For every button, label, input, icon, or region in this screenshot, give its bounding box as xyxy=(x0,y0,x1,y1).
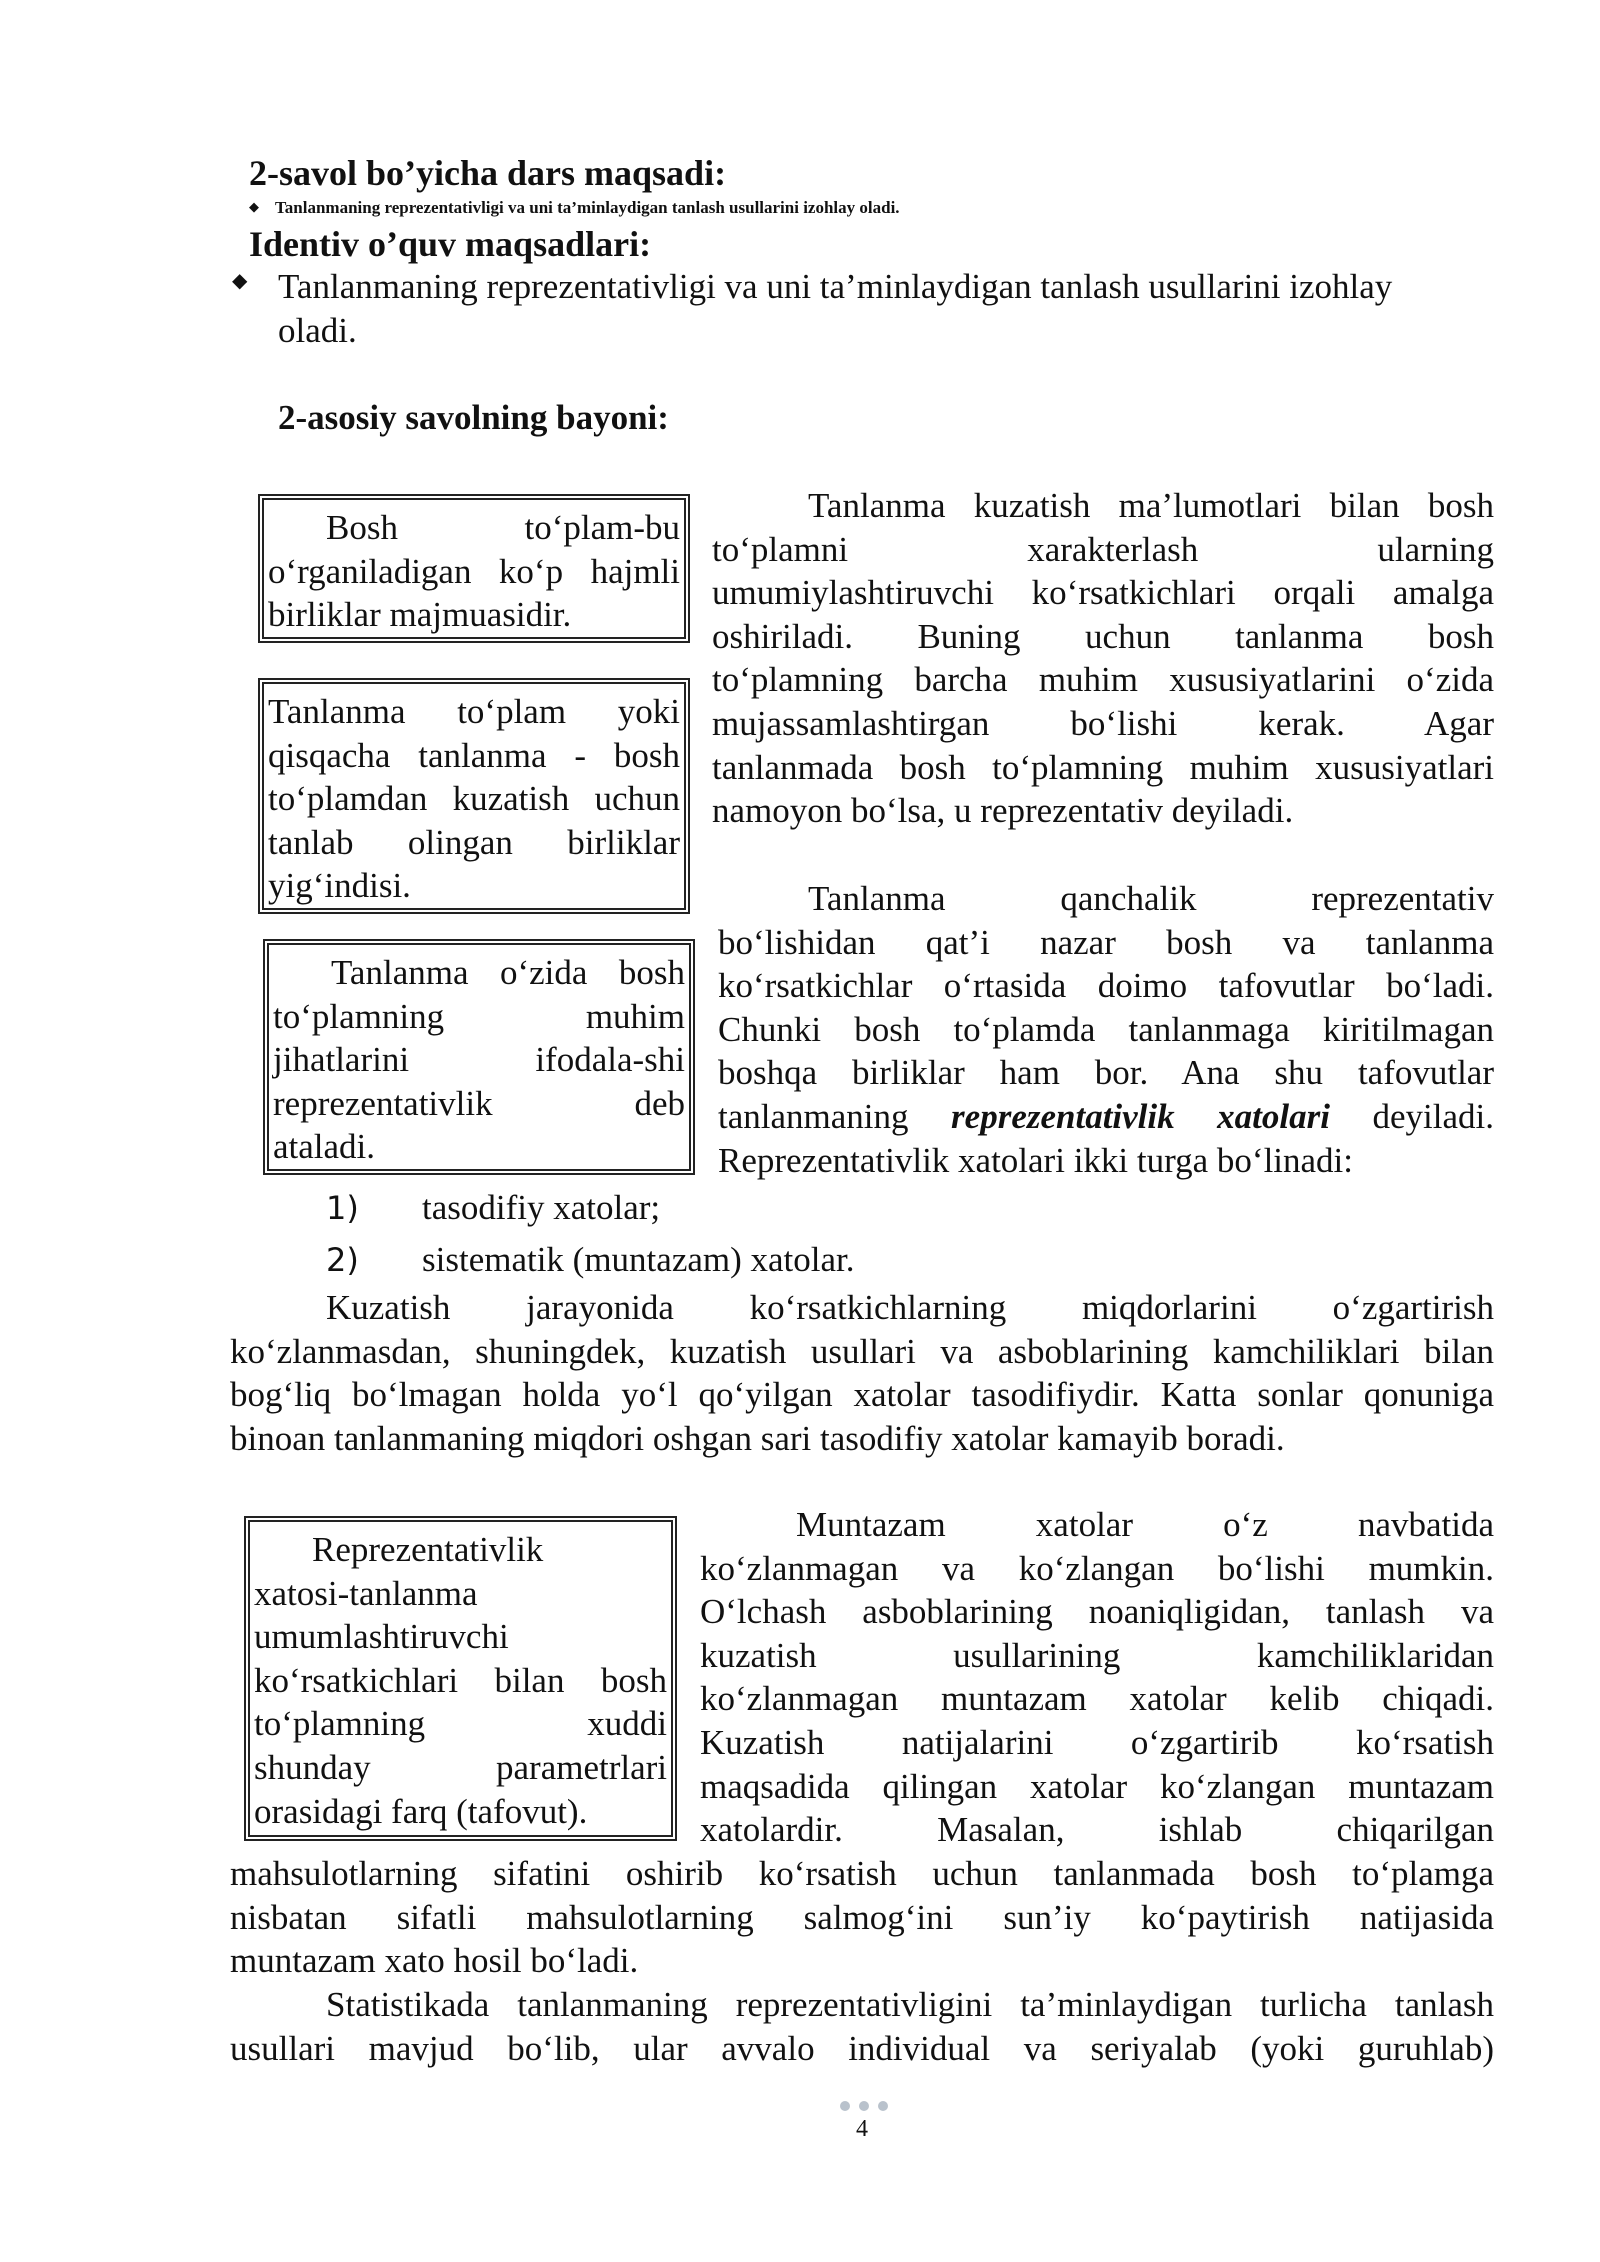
text-line: Muntazam xatolar o‘z navbatida xyxy=(796,1505,1494,1544)
list-item xyxy=(326,1186,660,1231)
paragraph-tanlash-usullari xyxy=(230,1983,1494,2070)
identiv-bullet-line2: oladi. xyxy=(278,311,357,350)
text-line: mahsulotlarning sifatini oshirib ko‘rsatish uchun tanlanmada bosh to‘plamga xyxy=(230,1854,1494,1893)
text-line: O‘lchash asboblarining noaniqligidan, tanlash va xyxy=(700,1592,1494,1632)
paragraph-muntazam-xatolar xyxy=(700,1503,1494,1852)
text-line: to‘plamning barcha muhim xususiyatlarini o‘zida xyxy=(712,660,1494,700)
box-line: Tanlanma to‘plam yoki xyxy=(268,692,680,731)
box-line: birliklar majmuasidir. xyxy=(268,595,572,635)
list-number: 2) xyxy=(326,1241,359,1279)
goal-bullet-text: Tanlanmaning reprezentativligi va uni ta’minlaydigan tanlash usullarini izohlay oladi. xyxy=(275,198,900,217)
text-line: Kuzatish jarayonida ko‘rsatkichlarning miqdorlarini o‘zgartirish xyxy=(326,1288,1494,1327)
section-title: 2-asosiy savolning bayoni: xyxy=(278,398,669,437)
text-line: usullari mavjud bo‘lib, ular avvalo individual va seriyalab (yoki guruhlab) xyxy=(230,2028,1494,2068)
text-line: Statistikada tanlanmaning reprezentativligini ta’minlaydigan turlicha tanlash xyxy=(326,1985,1494,2024)
box-line: xatosi-tanlanma xyxy=(254,1573,478,1613)
box-line: o‘rganiladigan ko‘p hajmli xyxy=(268,551,680,591)
text-line: kuzatish usullarining kamchiliklaridan xyxy=(700,1635,1494,1675)
box-line: to‘plamning muhim xyxy=(273,996,685,1036)
text-line: bog‘liq bo‘lmagan holda yo‘l qo‘yilgan xatolar tasodifiydir. Katta sonlar qonuniga xyxy=(230,1375,1494,1415)
box-line: orasidagi farq (tafovut). xyxy=(254,1791,588,1831)
box-line: tanlab olingan birliklar xyxy=(268,822,680,862)
text-line: bo‘lishidan qat’i nazar bosh va tanlanma xyxy=(718,922,1494,962)
list-text: sistematik (muntazam) xatolar. xyxy=(422,1240,855,1279)
identiv-title: Identiv o’quv maqsadlari: xyxy=(249,224,652,264)
text-line: ko‘zlanmagan va ko‘zlangan bo‘lishi mumkin. xyxy=(700,1548,1494,1588)
text-line: oshiriladi. Buning uchun tanlanma bosh xyxy=(712,616,1494,656)
box-line: shunday parametrlari xyxy=(254,1747,667,1787)
text-line: ko‘zlanmagan muntazam xatolar kelib chiqadi. xyxy=(700,1679,1494,1719)
list-text: tasodifiy xatolar; xyxy=(422,1188,661,1227)
text-line: Kuzatish natijalarini o‘zgartirib ko‘rsatish xyxy=(700,1722,1494,1762)
text-line: xatolardir. Masalan, ishlab chiqarilgan xyxy=(700,1810,1494,1850)
text-line: tanlanmada bosh to‘plamning muhim xususiyatlari xyxy=(712,747,1494,787)
paragraph-muntazam-xatolar-continued xyxy=(230,1852,1494,1983)
paragraph-tafovutlar xyxy=(718,877,1494,1182)
definition-box-reprezentativlik xyxy=(267,943,691,1171)
list-item xyxy=(326,1238,855,1283)
text-line: namoyon bo‘lsa, u reprezentativ deyiladi. xyxy=(712,791,1294,831)
text-line: Tanlanma kuzatish ma’lumotlari bilan bosh xyxy=(808,486,1494,525)
box-line: Bosh to‘plam-bu xyxy=(326,508,680,547)
text-line: umumiylashtiruvchi ko‘rsatkichlari orqali amalga xyxy=(712,573,1494,613)
text-line: boshqa birliklar ham bor. Ana shu tafovutlar xyxy=(718,1053,1494,1093)
emphasis-reprezentativlik-xatolari: reprezentativlik xatolari xyxy=(951,1096,1330,1136)
box-line: ko‘rsatkichlari bilan bosh xyxy=(254,1660,667,1700)
text-line: Chunki bosh to‘plamda tanlanmaga kiritilmagan xyxy=(718,1009,1494,1049)
goal-bullet-row xyxy=(249,198,900,218)
page-number: 4 xyxy=(856,2116,868,2142)
box-line: jihatlarini ifodala-shi xyxy=(273,1040,685,1080)
definition-box-tanlanma xyxy=(262,682,686,910)
page-dots-icon xyxy=(840,2098,897,2116)
box-line: to‘plamdan kuzatish uchun xyxy=(268,779,680,819)
definition-box-bosh-toplam xyxy=(262,498,686,639)
box-line: yig‘indisi. xyxy=(268,866,411,906)
definition-box-reprezentativlik-xatosi xyxy=(248,1520,673,1837)
text-line: mujassamlashtirgan bo‘lishi kerak. Agar xyxy=(712,703,1494,743)
text-line: Reprezentativlik xatolari ikki turga bo‘linadi: xyxy=(718,1140,1354,1180)
goal-title: 2-savol bo’yicha dars maqsadi: xyxy=(249,153,727,193)
text-line: binoan tanlanmaning miqdori oshgan sari tasodifiy xatolar kamayib boradi. xyxy=(230,1418,1285,1458)
diamond-bullet-icon: ◆ xyxy=(232,270,248,292)
box-line: Reprezentativlik xyxy=(312,1530,544,1569)
box-line: to‘plamning xuddi xyxy=(254,1704,667,1744)
text-line: Tanlanma qanchalik reprezentativ xyxy=(808,879,1494,918)
text-line: maqsadida qilingan xatolar ko‘zlangan muntazam xyxy=(700,1766,1494,1806)
diamond-bullet-icon: ◆ xyxy=(249,199,259,214)
text-line: ko‘rsatkichlar o‘rtasida doimo tafovutlar bo‘ladi. xyxy=(718,966,1494,1006)
paragraph-tanlanma-kuzatish xyxy=(712,484,1494,833)
paragraph-tasodifiy-xatolar xyxy=(230,1286,1494,1460)
text-line: ko‘zlanmasdan, shuningdek, kuzatish usullari va asboblarining kamchiliklari bilan xyxy=(230,1331,1494,1371)
box-line: reprezentativlik deb xyxy=(273,1083,685,1123)
list-number: 1) xyxy=(326,1189,359,1227)
box-line: umumlashtiruvchi xyxy=(254,1617,509,1657)
text-line: to‘plamni xarakterlash ularning xyxy=(712,529,1494,569)
text-line: nisbatan sifatli mahsulotlarning salmog‘ini sun’iy ko‘paytirish natijasida xyxy=(230,1897,1494,1937)
text-line xyxy=(718,1095,1494,1139)
text-fragment: tanlanmaning xyxy=(718,1096,909,1136)
box-line: ataladi. xyxy=(273,1127,376,1167)
box-line: Tanlanma o‘zida bosh xyxy=(331,953,685,992)
identiv-bullet-line1: Tanlanmaning reprezentativligi va uni ta’minlaydigan tanlash usullarini izohlay xyxy=(278,267,1393,306)
text-fragment: deyiladi. xyxy=(1372,1096,1494,1136)
text-line: muntazam xato hosil bo‘ladi. xyxy=(230,1941,639,1981)
box-line: qisqacha tanlanma - bosh xyxy=(268,735,680,775)
